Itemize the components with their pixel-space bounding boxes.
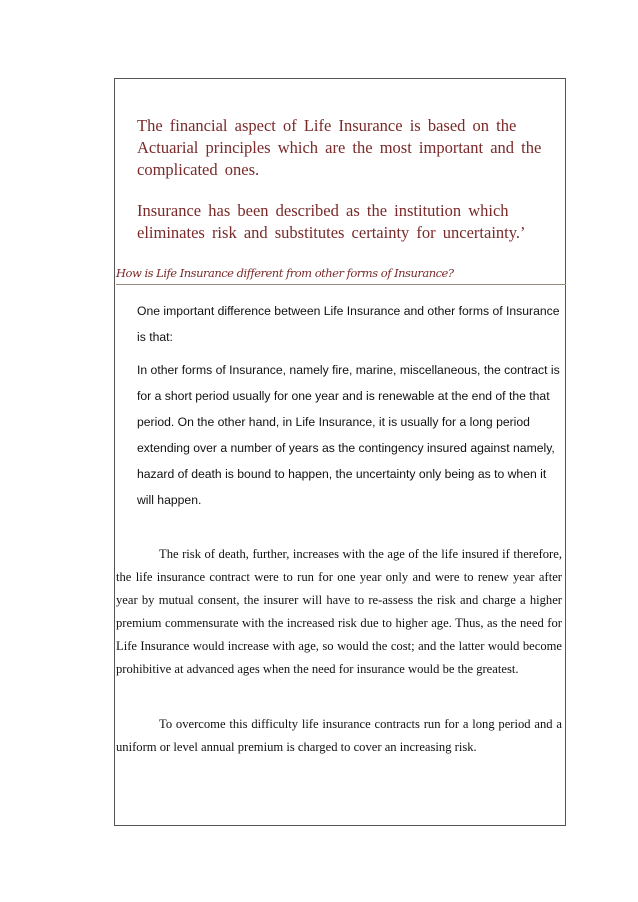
difference-detail-paragraph: In other forms of Insurance, namely fire, marine, miscellaneous, the contract is for a short period usually for one year and is renewable at the end of the that period. On the other hand, in Life Insurance, it is usually for a long period extending over a number of years as the contingency insured against namely, hazard of death is bound to happen, the uncertainty only being as to when it will happen. xyxy=(137,363,560,507)
level-premium-paragraph: To overcome this difficulty life insurance contracts run for a long period and a uniform or level annual premium is charged to cover an increasing risk. xyxy=(116,717,562,754)
section-heading: How is Life Insurance different from other forms of Insurance? xyxy=(116,266,454,280)
difference-intro-paragraph: One important difference between Life Insurance and other forms of Insurance is that: xyxy=(137,304,560,344)
quote-paragraph-1: The financial aspect of Life Insurance is based on the Actuarial principles which are the most important and the complicated ones. xyxy=(137,116,542,179)
risk-of-death-paragraph: The risk of death, further, increases with the age of the life insured if therefore, the life insurance contract were to run for one year only and were to renew year after year by mutual consent, the insurer will have to re-assess the risk and charge a higher premium commensurate with the increased risk due to higher age. Thus, as the need for Life Insurance would increase with age, so would the cost; and the latter would become prohibitive at advanced ages when the need for insurance would be the greatest. xyxy=(116,547,562,676)
heading-underline xyxy=(116,284,566,285)
quote-paragraph-2: Insurance has been described as the institution which eliminates risk and substitutes certainty for uncertainty.’ xyxy=(137,201,526,242)
